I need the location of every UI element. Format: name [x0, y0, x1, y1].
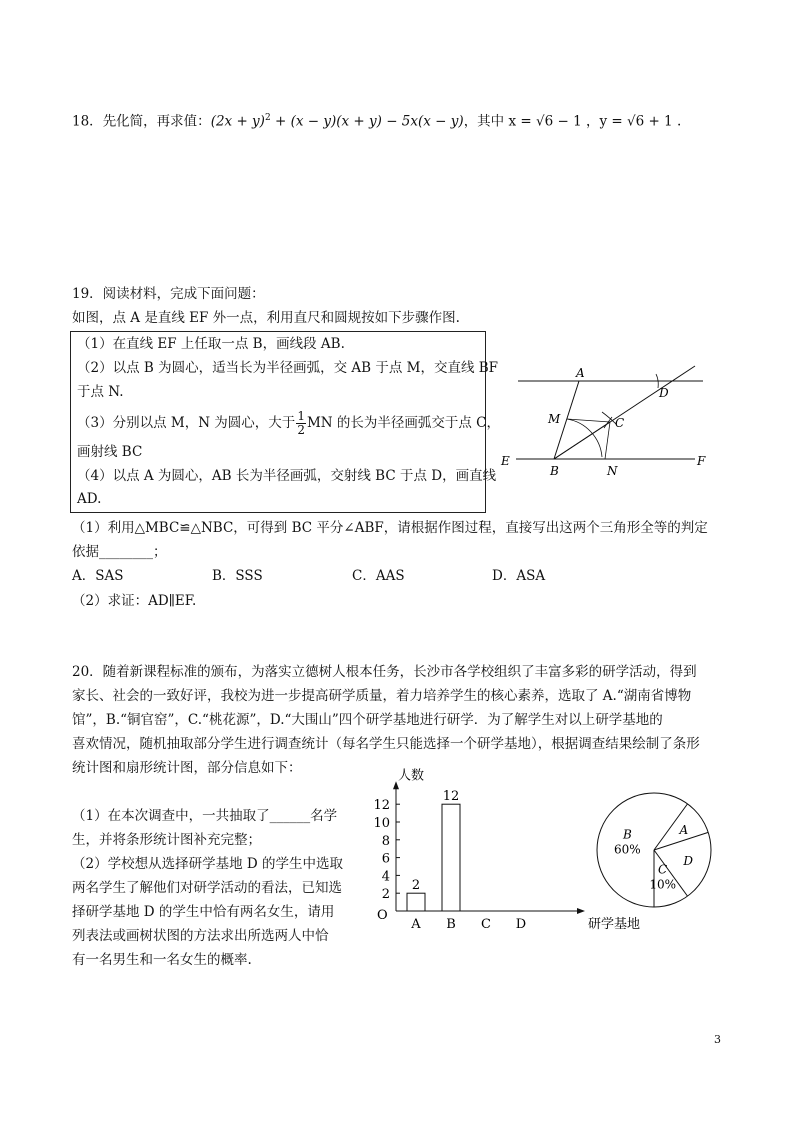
- option-d: D．ASA: [492, 568, 546, 584]
- option-a: A．SAS: [72, 568, 124, 584]
- q19-part-1a: （1）利用△MBC≌△NBC，可得到 BC 平分∠ABF，请根据作图过程，直接写出这两个三角形全等的判定: [72, 520, 708, 536]
- fraction-denominator: 2: [297, 423, 305, 437]
- y-tick-label: 12: [373, 798, 390, 814]
- q20-line-2: 家长、社会的一致好评，我校为进一步提高研学质量，着力培养学生的核心素养，选取了 A.“湖南省博物: [72, 688, 692, 704]
- q19-steps-box: [70, 331, 501, 513]
- label-n: N: [607, 464, 618, 478]
- x-tick-label: C: [481, 917, 491, 932]
- origin-label: O: [377, 908, 388, 923]
- pie-label-D: D: [683, 854, 694, 869]
- label-m: M: [548, 412, 561, 426]
- q19-step-3-tail: MN 的长为半径画弧交于点 C，: [306, 415, 501, 431]
- q19-intro: 如图，点 A 是直线 EF 外一点，利用直尺和圆规按如下步骤作图.: [72, 310, 460, 326]
- pie-percent-B: 60%: [614, 842, 641, 857]
- y-axis-label: 人数: [398, 768, 425, 784]
- question-18: [72, 108, 681, 132]
- pie-marks: [597, 793, 711, 907]
- bar-data-label: 2: [411, 878, 421, 894]
- q20-line-1: 20．随着新课程标准的颁布，为落实立德树人根本任务，长沙市各学校组织了丰富多彩的研学活动，得到: [72, 664, 697, 680]
- y-tick-label: 4: [381, 869, 390, 885]
- x-tick-label: A: [411, 917, 421, 932]
- bar-data-label: 12: [442, 789, 460, 805]
- x-axis-arrow: [577, 908, 585, 914]
- q20-left-7: 有一名男生和一名女生的概率.: [72, 952, 252, 968]
- q18-lead: 先化简，再求值：: [102, 113, 211, 130]
- x-tick-label: B: [446, 917, 456, 932]
- label-b: B: [550, 464, 559, 478]
- q18-expr-b: + (x − y)(x + y) − 5x(x − y): [270, 113, 464, 130]
- pie-label-B: B: [622, 827, 632, 842]
- y-tick-label: 2: [381, 887, 390, 903]
- q19-part-1b: 依据________；: [72, 544, 167, 560]
- label-c: C: [615, 416, 625, 430]
- q20-left-4: 两名学生了解他们对研学活动的看法，已知选: [72, 880, 342, 896]
- x-axis-label: 研学基地: [588, 917, 641, 932]
- q19-step-3c: 画射线 BC: [77, 444, 143, 460]
- q20-line-4: 喜欢情况，随机抽取部分学生进行调查统计（每名学生只能选择一个研学基地），根据调查结果绘制了条形: [72, 736, 700, 752]
- pie-label-A: A: [679, 822, 689, 837]
- page-number: 3: [714, 1033, 721, 1046]
- q19-step-3a: [77, 410, 500, 437]
- y-tick-label: 6: [381, 851, 390, 867]
- q18-expr-a: (2x + y): [210, 113, 265, 130]
- option-b: B．SSS: [212, 568, 263, 584]
- segment-cn: [605, 422, 610, 459]
- label-e: E: [501, 454, 510, 468]
- fraction-numerator: 1: [297, 409, 305, 423]
- bar-B: [442, 804, 460, 911]
- q20-line-5: 统计图和扇形统计图，部分信息如下：: [72, 760, 302, 776]
- q20-left-3: （2）学校想从选择研学基地 D 的学生中选取: [72, 856, 343, 872]
- option-c: C．AAS: [352, 568, 405, 584]
- q20-left-6: 列表法或画树状图的方法求出所选两人中恰: [72, 928, 329, 944]
- bar-A: [407, 893, 425, 911]
- pie-chart: [590, 790, 720, 910]
- q18-number: 18．: [72, 113, 103, 130]
- q18-condition: ，其中 x = √6 − 1 ，y = √6 + 1 .: [463, 113, 682, 130]
- arc-mn: [567, 419, 602, 457]
- q19-part-2: （2）求证：AD∥EF.: [72, 593, 197, 609]
- q19-step-2a: （2）以点 B 为圆心，适当长为半径画弧，交 AB 于点 M，交直线 BF: [77, 360, 499, 376]
- q19-step-1: （1）在直线 EF 上任取一点 B，画线段 AB.: [77, 336, 345, 352]
- arc-c-lower: [604, 417, 612, 428]
- q19-step-2b: 于点 N.: [77, 384, 124, 400]
- q20-left-5: 择研学基地 D 的学生中恰有两名女生，请用: [72, 904, 335, 920]
- x-tick-label: D: [515, 917, 527, 932]
- label-d: D: [659, 386, 669, 400]
- pie-percent-C: 10%: [649, 877, 676, 892]
- q19-step-4b: AD.: [77, 491, 102, 507]
- q20-left-1: （1）在本次调查中，一共抽取了______名学: [72, 808, 338, 824]
- q19-title: 19．阅读材料，完成下面问题：: [72, 286, 265, 302]
- q20-left-2: 生，并将条形统计图补充完整；: [72, 832, 261, 848]
- y-tick-label: 10: [373, 816, 390, 831]
- one-half-fraction: [296, 410, 306, 437]
- y-tick-label: 8: [381, 833, 390, 849]
- label-a: A: [576, 366, 585, 380]
- q20-line-3: 馆”，B.“铜官窑”，C.“桃花源”，D.“大围山”四个研学基地进行研学．为了解学生对以上研学基地的: [72, 712, 663, 728]
- q18-square: 2: [264, 113, 271, 123]
- q19-step-3-lead: （3）分别以点 M，N 为圆心，大于: [77, 415, 296, 431]
- q19-geometry-figure: [498, 362, 718, 482]
- label-f: F: [697, 454, 706, 468]
- q19-step-4a: （4）以点 A 为圆心，AB 长为半径画弧，交射线 BC 于点 D，画直线: [77, 468, 497, 484]
- pie-label-C: C: [658, 862, 668, 877]
